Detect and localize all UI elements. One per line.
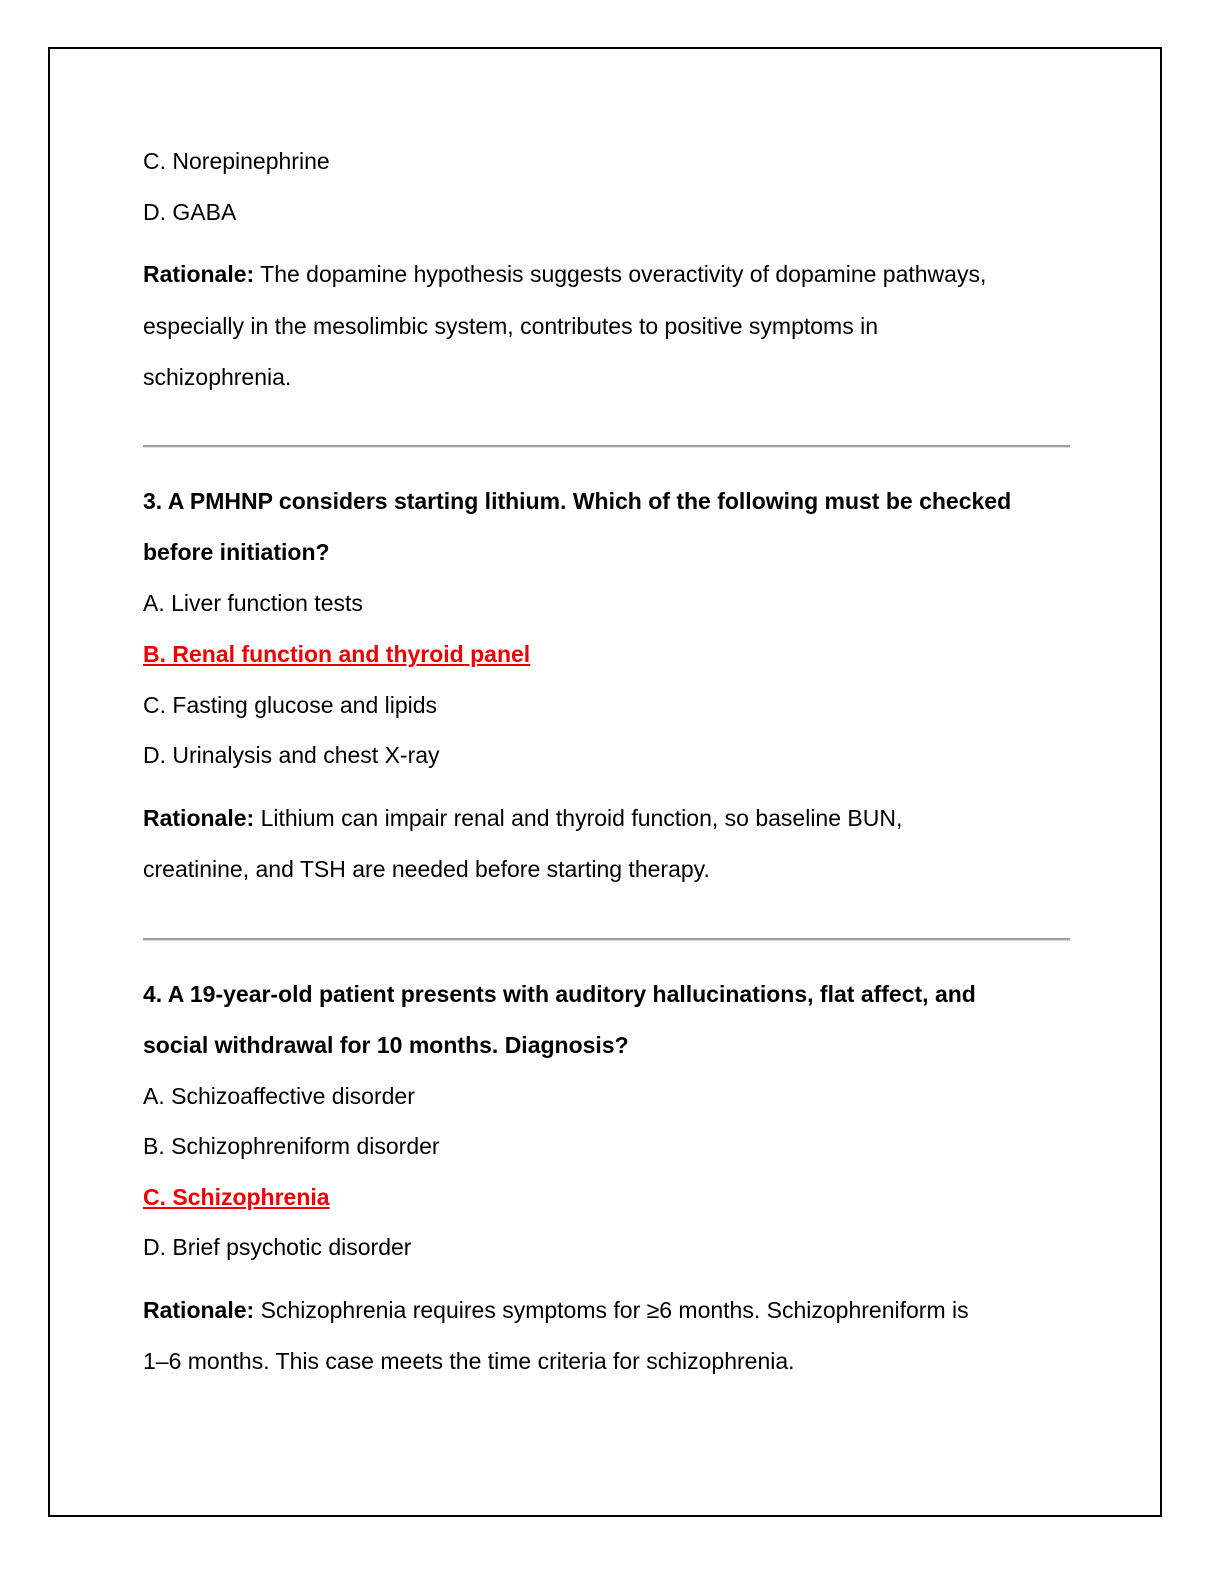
- q2-rationale-line2: especially in the mesolimbic system, contributes to positive symptoms in: [143, 313, 879, 339]
- rationale-label: Rationale:: [143, 261, 255, 287]
- q2-rationale-line1: [143, 260, 986, 288]
- q4-rationale-line2: 1–6 months. This case meets the time criteria for schizophrenia.: [143, 1348, 795, 1374]
- q3-rationale-line2: creatinine, and TSH are needed before starting therapy.: [143, 856, 710, 882]
- q4-option-d: D. Brief psychotic disorder: [143, 1234, 412, 1260]
- q3-option-c: C. Fasting glucose and lipids: [143, 692, 438, 718]
- q3-question-line1: 3. A PMHNP considers starting lithium. Which of the following must be checked: [143, 488, 1012, 514]
- q3-option-a: A. Liver function tests: [143, 590, 363, 616]
- rationale-text: Schizophrenia requires symptoms for ≥6 months. Schizophreniform is: [254, 1297, 969, 1323]
- rationale-label: Rationale:: [143, 805, 255, 831]
- q4-question-line1: 4. A 19-year-old patient presents with auditory hallucinations, flat affect, and: [143, 981, 976, 1007]
- q3-question-line2: before initiation?: [143, 539, 330, 565]
- q2-rationale-line3: schizophrenia.: [143, 364, 292, 390]
- q3-option-b-correct: B. Renal function and thyroid panel: [143, 641, 531, 667]
- section-divider: [143, 445, 1070, 448]
- section-divider: [143, 938, 1070, 941]
- q4-question-line2: social withdrawal for 10 months. Diagnosis?: [143, 1032, 629, 1058]
- q3-option-d: D. Urinalysis and chest X-ray: [143, 742, 440, 768]
- q2-option-c: C. Norepinephrine: [143, 148, 330, 174]
- q4-option-c-correct: C. Schizophrenia: [143, 1184, 330, 1210]
- q3-rationale-line1: [143, 804, 902, 832]
- q2-option-d: D. GABA: [143, 199, 237, 225]
- q4-option-a: A. Schizoaffective disorder: [143, 1083, 415, 1109]
- rationale-text: Lithium can impair renal and thyroid function, so baseline BUN,: [254, 805, 903, 831]
- q4-rationale-line1: [143, 1296, 969, 1324]
- rationale-label: Rationale:: [143, 1297, 255, 1323]
- rationale-text: The dopamine hypothesis suggests overactivity of dopamine pathways,: [254, 261, 987, 287]
- q4-option-b: B. Schizophreniform disorder: [143, 1133, 440, 1159]
